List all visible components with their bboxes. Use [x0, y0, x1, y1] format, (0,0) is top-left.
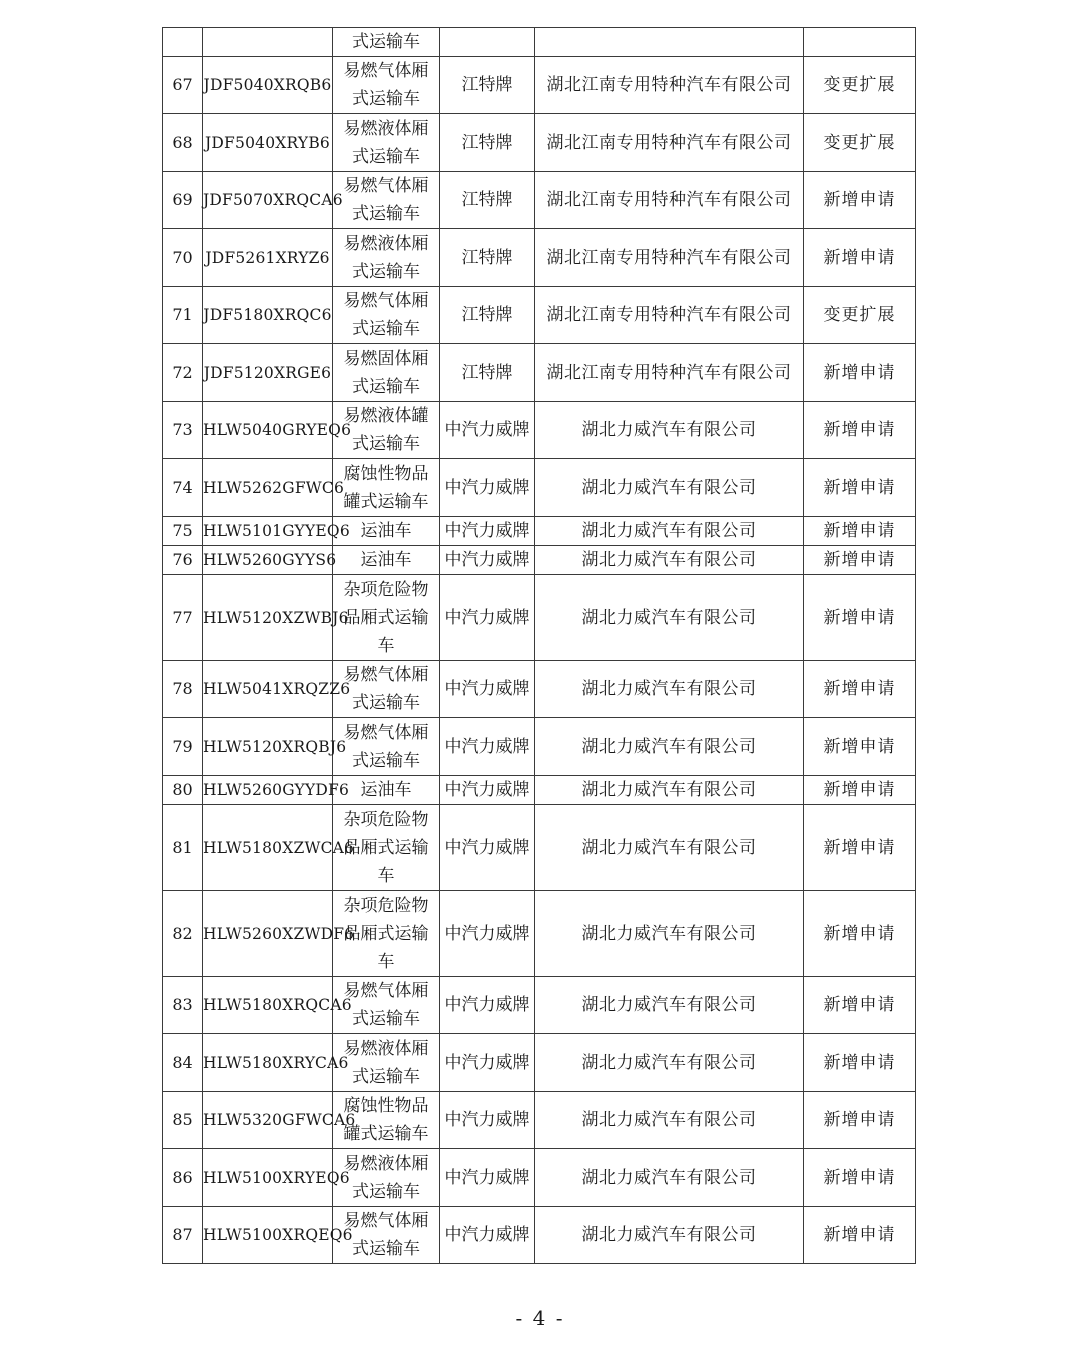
cell-no: 76 [163, 546, 203, 575]
cell-brand: 江特牌 [440, 57, 535, 114]
cell-vehicle-name: 运油车 [333, 517, 440, 546]
cell-vehicle-name: 易燃气体厢 式运输车 [333, 1207, 440, 1264]
cell-company: 湖北力威汽车有限公司 [535, 891, 804, 977]
cell-brand: 江特牌 [440, 229, 535, 287]
cell-company: 湖北江南专用特种汽车有限公司 [535, 172, 804, 229]
table-row [163, 28, 916, 57]
table-row [163, 977, 916, 1034]
cell-vehicle-name: 腐蚀性物品 罐式运输车 [333, 1092, 440, 1149]
cell-company: 湖北力威汽车有限公司 [535, 1034, 804, 1092]
cell-company: 湖北力威汽车有限公司 [535, 718, 804, 776]
cell-vehicle-name: 杂项危险物 品厢式运输 车 [333, 891, 440, 977]
cell-no: 86 [163, 1149, 203, 1207]
cell-no: 74 [163, 459, 203, 517]
cell-application-type: 新增申请 [804, 776, 916, 805]
cell-brand: 中汽力威牌 [440, 977, 535, 1034]
cell-brand: 中汽力威牌 [440, 1149, 535, 1207]
table-row [163, 1207, 916, 1264]
cell-application-type: 新增申请 [804, 1149, 916, 1207]
cell-no: 77 [163, 575, 203, 661]
cell-application-type [804, 28, 916, 57]
cell-company: 湖北江南专用特种汽车有限公司 [535, 114, 804, 172]
cell-vehicle-name: 运油车 [333, 776, 440, 805]
table-row [163, 1092, 916, 1149]
cell-vehicle-name: 腐蚀性物品 罐式运输车 [333, 459, 440, 517]
cell-vehicle-name: 易燃气体厢 式运输车 [333, 57, 440, 114]
page-number: - 4 - [515, 1306, 565, 1330]
cell-company: 湖北力威汽车有限公司 [535, 1207, 804, 1264]
cell-no: 82 [163, 891, 203, 977]
cell-no: 84 [163, 1034, 203, 1092]
table-body [163, 28, 916, 1264]
cell-model: HLW5180XRYCA6 [203, 1034, 333, 1092]
cell-vehicle-name: 易燃液体厢 式运输车 [333, 1034, 440, 1092]
cell-vehicle-name: 易燃气体厢 式运输车 [333, 718, 440, 776]
cell-model: JDF5070XRQCA6 [203, 172, 333, 229]
cell-no: 80 [163, 776, 203, 805]
cell-brand: 中汽力威牌 [440, 575, 535, 661]
cell-brand: 江特牌 [440, 114, 535, 172]
table-row [163, 287, 916, 344]
table-row [163, 229, 916, 287]
table-row [163, 776, 916, 805]
cell-model: HLW5100XRYEQ6 [203, 1149, 333, 1207]
cell-application-type: 新增申请 [804, 575, 916, 661]
cell-brand: 中汽力威牌 [440, 805, 535, 891]
cell-model: JDF5040XRYB6 [203, 114, 333, 172]
cell-vehicle-name: 杂项危险物 品厢式运输 车 [333, 805, 440, 891]
cell-application-type: 新增申请 [804, 344, 916, 402]
cell-brand: 中汽力威牌 [440, 517, 535, 546]
cell-vehicle-name: 易燃液体厢 式运输车 [333, 229, 440, 287]
cell-model: HLW5180XRQCA6 [203, 977, 333, 1034]
cell-brand: 中汽力威牌 [440, 661, 535, 718]
cell-application-type: 新增申请 [804, 661, 916, 718]
table-row [163, 891, 916, 977]
table-row [163, 661, 916, 718]
cell-application-type: 新增申请 [804, 805, 916, 891]
cell-brand: 中汽力威牌 [440, 891, 535, 977]
cell-model: JDF5120XRGE6 [203, 344, 333, 402]
cell-no: 71 [163, 287, 203, 344]
cell-application-type: 变更扩展 [804, 57, 916, 114]
cell-no: 73 [163, 402, 203, 459]
cell-brand: 江特牌 [440, 287, 535, 344]
cell-brand: 中汽力威牌 [440, 1092, 535, 1149]
cell-company: 湖北力威汽车有限公司 [535, 805, 804, 891]
cell-vehicle-name: 易燃气体厢 式运输车 [333, 287, 440, 344]
cell-no: 85 [163, 1092, 203, 1149]
cell-brand: 中汽力威牌 [440, 718, 535, 776]
cell-company: 湖北江南专用特种汽车有限公司 [535, 229, 804, 287]
table-row [163, 575, 916, 661]
cell-company: 湖北力威汽车有限公司 [535, 1092, 804, 1149]
table-row [163, 57, 916, 114]
cell-vehicle-name: 杂项危险物 品厢式运输 车 [333, 575, 440, 661]
cell-model: HLW5101GYYEQ6 [203, 517, 333, 546]
cell-brand: 中汽力威牌 [440, 1207, 535, 1264]
cell-company: 湖北力威汽车有限公司 [535, 1149, 804, 1207]
cell-model: HLW5040GRYEQ6 [203, 402, 333, 459]
cell-application-type: 新增申请 [804, 1207, 916, 1264]
cell-no: 81 [163, 805, 203, 891]
cell-company: 湖北力威汽车有限公司 [535, 776, 804, 805]
cell-no: 69 [163, 172, 203, 229]
cell-model: HLW5041XRQZZ6 [203, 661, 333, 718]
cell-vehicle-name: 式运输车 [333, 28, 440, 57]
cell-no [163, 28, 203, 57]
vehicle-catalog-table [162, 27, 916, 1264]
cell-no: 67 [163, 57, 203, 114]
cell-vehicle-name: 易燃气体厢 式运输车 [333, 661, 440, 718]
cell-brand: 中汽力威牌 [440, 546, 535, 575]
cell-company: 湖北江南专用特种汽车有限公司 [535, 57, 804, 114]
cell-no: 68 [163, 114, 203, 172]
cell-brand: 江特牌 [440, 172, 535, 229]
cell-company: 湖北力威汽车有限公司 [535, 661, 804, 718]
table-row [163, 114, 916, 172]
cell-application-type: 变更扩展 [804, 114, 916, 172]
cell-application-type: 新增申请 [804, 1092, 916, 1149]
cell-model: HLW5120XZWBJ6 [203, 575, 333, 661]
table-row [163, 805, 916, 891]
cell-model: HLW5320GFWCA6 [203, 1092, 333, 1149]
cell-no: 79 [163, 718, 203, 776]
table-row [163, 1149, 916, 1207]
cell-model: HLW5120XRQBJ6 [203, 718, 333, 776]
cell-vehicle-name: 易燃气体厢 式运输车 [333, 977, 440, 1034]
cell-company: 湖北力威汽车有限公司 [535, 459, 804, 517]
table-row [163, 718, 916, 776]
cell-no: 83 [163, 977, 203, 1034]
cell-application-type: 新增申请 [804, 546, 916, 575]
cell-company: 湖北力威汽车有限公司 [535, 546, 804, 575]
cell-model: JDF5040XRQB6 [203, 57, 333, 114]
cell-model: HLW5260XZWDF6 [203, 891, 333, 977]
cell-company: 湖北力威汽车有限公司 [535, 517, 804, 546]
cell-brand: 中汽力威牌 [440, 402, 535, 459]
cell-company: 湖北江南专用特种汽车有限公司 [535, 344, 804, 402]
cell-brand: 中汽力威牌 [440, 459, 535, 517]
cell-application-type: 新增申请 [804, 402, 916, 459]
cell-brand: 中汽力威牌 [440, 776, 535, 805]
cell-model: JDF5261XRYZ6 [203, 229, 333, 287]
cell-model: HLW5260GYYDF6 [203, 776, 333, 805]
cell-application-type: 变更扩展 [804, 287, 916, 344]
cell-model: HLW5180XZWCA6 [203, 805, 333, 891]
cell-application-type: 新增申请 [804, 459, 916, 517]
cell-vehicle-name: 易燃气体厢 式运输车 [333, 172, 440, 229]
cell-application-type: 新增申请 [804, 718, 916, 776]
cell-application-type: 新增申请 [804, 1034, 916, 1092]
cell-vehicle-name: 易燃固体厢 式运输车 [333, 344, 440, 402]
cell-application-type: 新增申请 [804, 172, 916, 229]
cell-model: JDF5180XRQC6 [203, 287, 333, 344]
cell-model: HLW5100XRQEQ6 [203, 1207, 333, 1264]
cell-no: 70 [163, 229, 203, 287]
table-row [163, 1034, 916, 1092]
cell-vehicle-name: 易燃液体罐 式运输车 [333, 402, 440, 459]
cell-brand: 中汽力威牌 [440, 1034, 535, 1092]
cell-company: 湖北力威汽车有限公司 [535, 402, 804, 459]
cell-no: 72 [163, 344, 203, 402]
cell-brand: 江特牌 [440, 344, 535, 402]
cell-brand [440, 28, 535, 57]
table-row [163, 402, 916, 459]
table-row [163, 344, 916, 402]
cell-no: 78 [163, 661, 203, 718]
cell-vehicle-name: 易燃液体厢 式运输车 [333, 1149, 440, 1207]
cell-model [203, 28, 333, 57]
cell-company: 湖北力威汽车有限公司 [535, 977, 804, 1034]
cell-application-type: 新增申请 [804, 229, 916, 287]
cell-no: 75 [163, 517, 203, 546]
table-row [163, 517, 916, 546]
cell-application-type: 新增申请 [804, 977, 916, 1034]
cell-company: 湖北江南专用特种汽车有限公司 [535, 287, 804, 344]
cell-vehicle-name: 易燃液体厢 式运输车 [333, 114, 440, 172]
cell-company [535, 28, 804, 57]
table-row [163, 172, 916, 229]
cell-application-type: 新增申请 [804, 517, 916, 546]
cell-no: 87 [163, 1207, 203, 1264]
cell-model: HLW5260GYYS6 [203, 546, 333, 575]
cell-model: HLW5262GFWC6 [203, 459, 333, 517]
cell-vehicle-name: 运油车 [333, 546, 440, 575]
cell-company: 湖北力威汽车有限公司 [535, 575, 804, 661]
table-row [163, 546, 916, 575]
cell-application-type: 新增申请 [804, 891, 916, 977]
table-row [163, 459, 916, 517]
